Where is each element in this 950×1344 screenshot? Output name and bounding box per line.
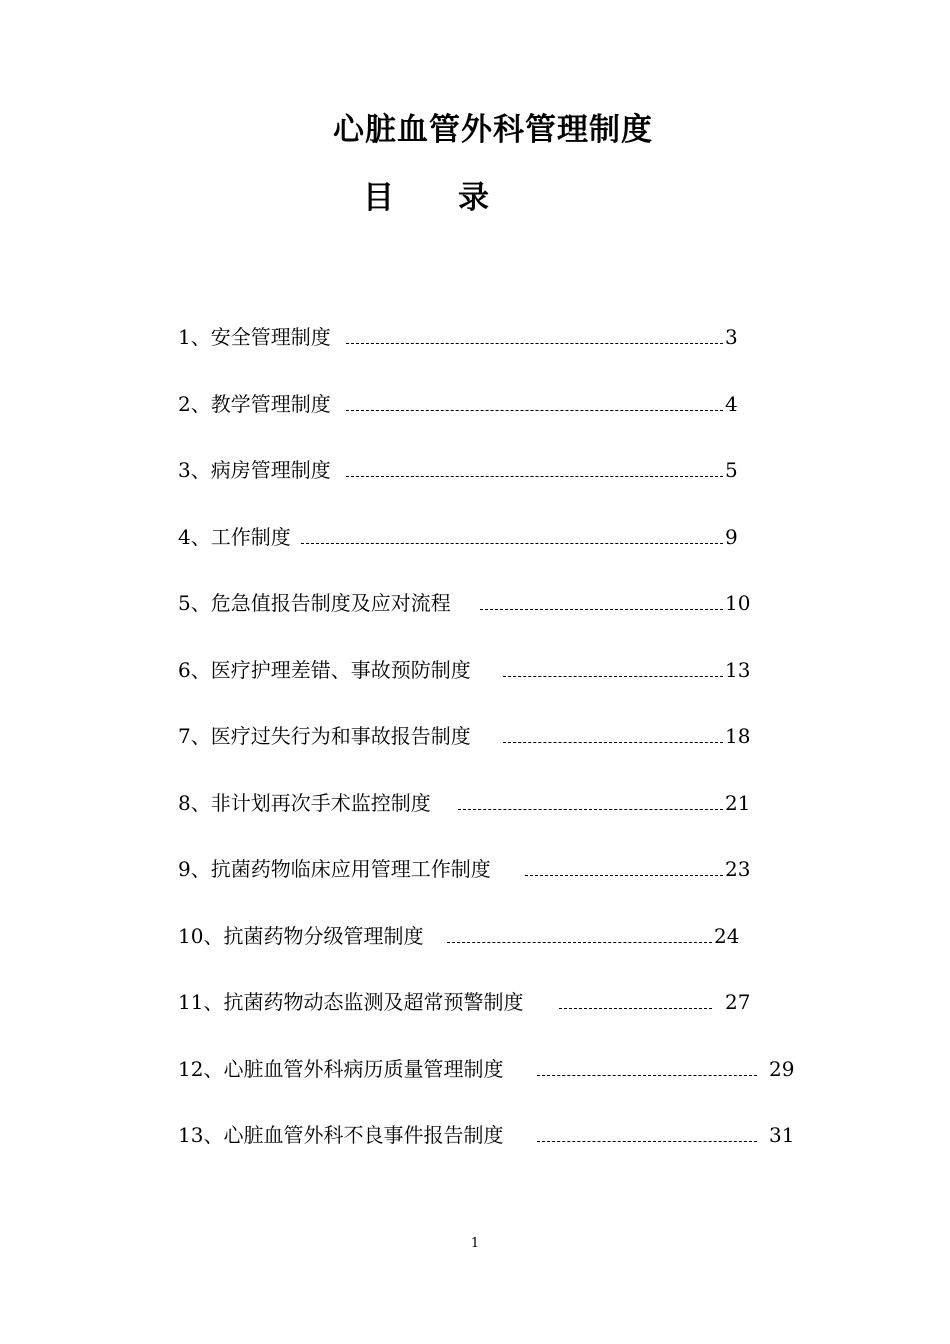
dot-leader xyxy=(301,543,723,544)
toc-entry-page: 23 xyxy=(725,857,751,881)
dot-leader xyxy=(559,1008,712,1009)
dot-leader xyxy=(346,410,723,411)
toc-entry-page: 13 xyxy=(725,658,751,682)
toc-entry-label: 6、医疗护理差错、事故预防制度 xyxy=(178,658,471,682)
toc-entry-label: 5、危急值报告制度及应对流程 xyxy=(178,591,451,615)
toc-heading: 目录 xyxy=(363,180,553,216)
toc-entry-label: 4、工作制度 xyxy=(178,525,291,549)
toc-entry-label: 10、抗菌药物分级管理制度 xyxy=(178,924,424,948)
toc-entry-page: 4 xyxy=(725,392,738,416)
dot-leader xyxy=(447,942,712,943)
dot-leader xyxy=(525,875,723,876)
toc-entry-label: 1、安全管理制度 xyxy=(178,325,331,349)
toc-entry-page: 3 xyxy=(725,325,738,349)
toc-entry-label: 13、心脏血管外科不良事件报告制度 xyxy=(178,1123,504,1147)
toc-entry-label: 11、抗菌药物动态监测及超常预警制度 xyxy=(178,990,524,1014)
toc-entry-page: 29 xyxy=(769,1057,795,1081)
dot-leader xyxy=(537,1075,757,1076)
dot-leader xyxy=(346,476,723,477)
toc-entry-page: 9 xyxy=(725,525,738,549)
toc-entry-label: 12、心脏血管外科病历质量管理制度 xyxy=(178,1057,504,1081)
document-title: 心脏血管外科管理制度 xyxy=(333,112,653,148)
toc-entry-label: 2、教学管理制度 xyxy=(178,392,331,416)
toc-entry-page: 31 xyxy=(769,1123,795,1147)
dot-leader xyxy=(503,742,723,743)
dot-leader xyxy=(480,609,723,610)
dot-leader xyxy=(346,343,723,344)
toc-entry-page: 5 xyxy=(725,458,738,482)
toc-entry-label: 9、抗菌药物临床应用管理工作制度 xyxy=(178,857,491,881)
toc-entry-page: 18 xyxy=(725,724,751,748)
page-number: 1 xyxy=(470,1236,480,1251)
toc-entry-label: 3、病房管理制度 xyxy=(178,458,331,482)
dot-leader xyxy=(503,676,723,677)
dot-leader xyxy=(458,809,723,810)
toc-entry-label: 8、非计划再次手术监控制度 xyxy=(178,791,431,815)
toc-entry-page: 24 xyxy=(714,924,740,948)
toc-entry-page: 27 xyxy=(725,990,751,1014)
dot-leader xyxy=(537,1141,757,1142)
toc-entry-label: 7、医疗过失行为和事故报告制度 xyxy=(178,724,471,748)
toc-entry-page: 10 xyxy=(725,591,751,615)
toc-entry-page: 21 xyxy=(725,791,751,815)
